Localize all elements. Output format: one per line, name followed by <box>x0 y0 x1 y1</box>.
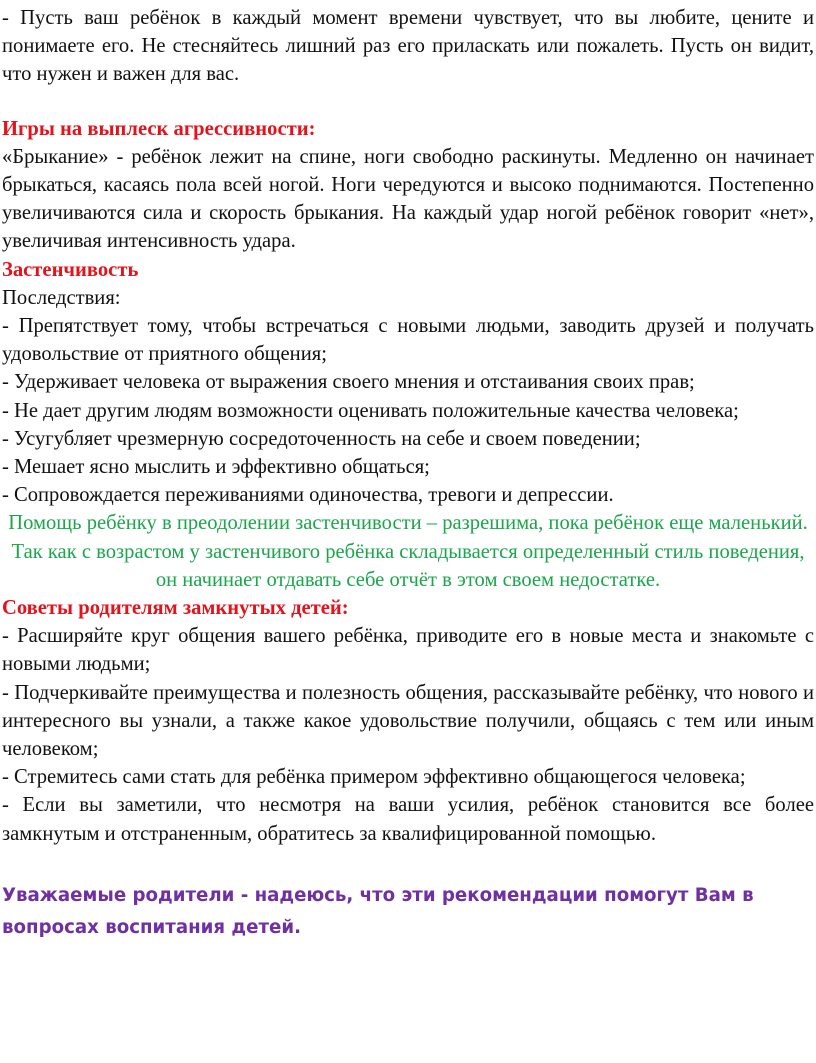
aggression-games-heading: Игры на выплеск агрессивности: <box>2 117 316 140</box>
consequence-item: - Мешает ясно мыслить и эффективно общаться; <box>2 456 430 479</box>
shyness-help-note: Помощь ребёнку в преодолении застенчивости – разрешима, пока ребёнок еще маленький. Так как с возрастом у застенчивого ребёнка складывается определенный стиль поведения, он начинает отдавать себе отчёт в этом своем недостатке. <box>8 512 808 591</box>
advice-item: - Подчеркивайте преимущества и полезность общения, рассказывайте ребёнку, что нового и интересного вы узнали, а также какое удовольствие получили, общаясь с тем или иным человеком; <box>2 681 814 761</box>
consequence-item: - Не дает другим людям возможности оценивать положительные качества человека; <box>2 399 739 422</box>
advice-item: - Расширяйте круг общения вашего ребёнка, приводите его в новые места и знакомьте с новыми людьми; <box>2 625 814 676</box>
consequence-item: - Препятствует тому, чтобы встречаться с новыми людьми, заводить друзей и получать удовольствие от приятного общения; <box>2 315 814 366</box>
consequence-item: - Сопровождается переживаниями одиночества, тревоги и депрессии. <box>2 484 614 507</box>
advice-heading: Советы родителям замкнутых детей: <box>2 597 349 620</box>
consequence-item: - Удерживает человека от выражения своего мнения и отстаивания своих прав; <box>2 371 695 394</box>
advice-item: - Если вы заметили, что несмотря на ваши усилия, ребёнок становится все более замкнутым и отстраненным, обратитесь за квалифицированной помощью. <box>2 794 814 845</box>
spacer <box>2 89 814 115</box>
spacer <box>2 848 814 880</box>
advice-item: - Стремитесь сами стать для ребёнка примером эффективно общающегося человека; <box>2 766 746 789</box>
shyness-heading: Застенчивость <box>2 258 139 281</box>
intro-paragraph: - Пусть ваш ребёнок в каждый момент времени чувствует, что вы любите, цените и понимаете его. Не стесняйтесь лишний раз его приласкать или пожалеть. Пусть он видит, что нужен и важен для вас. <box>2 7 814 86</box>
consequence-item: - Усугубляет чрезмерную сосредоточенность на себе и своем поведении; <box>2 427 641 450</box>
closing-message: Уважаемые родители - надеюсь, что эти рекомендации помогут Вам в вопросах воспитания детей. <box>2 884 754 938</box>
consequences-label: Последствия: <box>2 286 121 309</box>
aggression-games-text: «Брыкание» - ребёнок лежит на спине, ноги свободно раскинуты. Медленно он начинает брыкаться, касаясь пола всей ногой. Ноги чередуются и высоко поднимаются. Постепенно увеличиваются сила и скорость брыкания. На каждый удар ногой ребёнок говорит «нет», увеличивая интенсивность удара. <box>2 145 814 253</box>
